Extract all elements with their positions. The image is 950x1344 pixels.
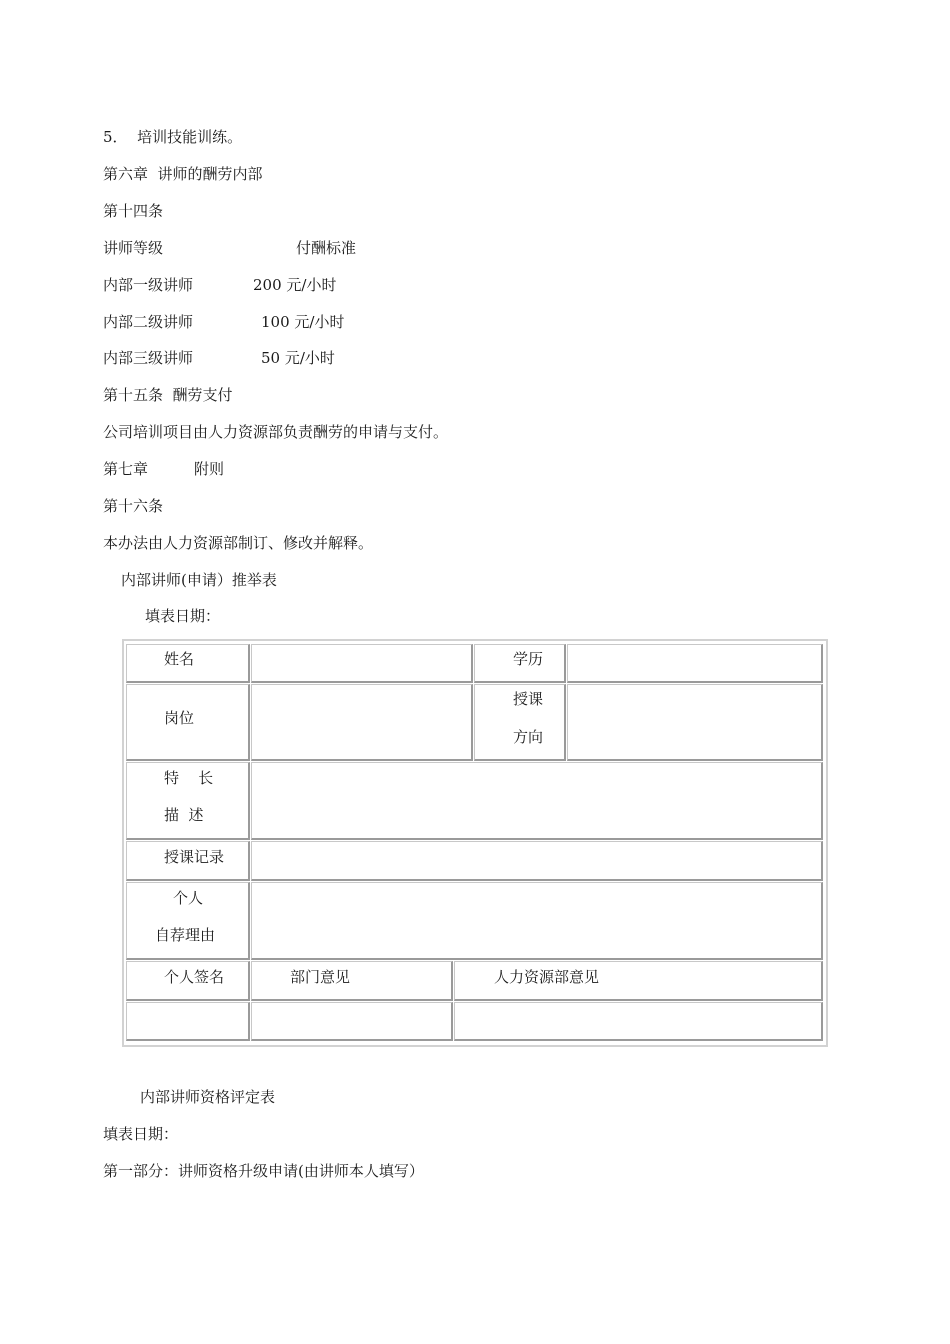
article-16-text: 本办法由人力资源部制订、修改并解释。 [103, 534, 374, 552]
signature-label: 个人签名 [164, 968, 225, 986]
education-label: 学历 [513, 650, 544, 668]
pay-row-level: 内部三级讲师 [103, 349, 194, 367]
pay-row-standard: 100 元/小时 [261, 313, 345, 331]
form-2-title: 内部讲师资格评定表 [140, 1088, 276, 1106]
self-reason-label-1: 个人 [173, 889, 204, 907]
specialty-field[interactable] [251, 762, 823, 840]
self-reason-field[interactable] [251, 882, 823, 960]
position-label: 岗位 [164, 709, 195, 727]
self-reason-label-2: 自荐理由 [155, 926, 216, 944]
specialty-label-cell [126, 762, 250, 840]
education-field[interactable] [567, 644, 823, 683]
position-label-cell [126, 684, 250, 761]
teaching-record-label: 授课记录 [164, 848, 225, 866]
pay-header-standard: 付酬标准 [296, 239, 357, 257]
teaching-direction-field[interactable] [567, 684, 823, 761]
pay-row-level: 内部二级讲师 [103, 313, 194, 331]
specialty-label-1: 特 长 [164, 769, 214, 787]
article-15: 第十五条 酬劳支付 [103, 386, 233, 404]
part-1-heading: 第一部分：讲师资格升级申请(由讲师本人填写） [103, 1162, 424, 1180]
hr-opinion-label: 人力资源部意见 [494, 968, 600, 986]
teaching-direction-label-1: 授课 [513, 690, 544, 708]
pay-row-level: 内部一级讲师 [103, 276, 194, 294]
position-field[interactable] [251, 684, 473, 761]
pay-row-standard: 200 元/小时 [253, 276, 337, 294]
name-field[interactable] [251, 644, 473, 683]
article-15-text: 公司培训项目由人力资源部负责酬劳的申请与支付。 [103, 423, 449, 441]
name-label: 姓名 [164, 650, 195, 668]
teaching-record-field[interactable] [251, 841, 823, 881]
hr-opinion-label-cell [454, 961, 823, 1001]
self-reason-label-cell [126, 882, 250, 960]
teaching-direction-label-2: 方向 [513, 728, 544, 746]
signature-field[interactable] [126, 1002, 250, 1041]
form-1-date-label: 填表日期： [145, 607, 221, 625]
chapter-6-heading: 第六章 讲师的酬劳内部 [103, 165, 263, 183]
dept-opinion-label-cell [251, 961, 453, 1001]
dept-opinion-field[interactable] [251, 1002, 453, 1041]
form-1-title: 内部讲师(申请）推举表 [121, 571, 277, 589]
specialty-label-2: 描 述 [164, 806, 204, 824]
item-5: 5． 培训技能训练。 [103, 128, 243, 146]
teaching-record-label-cell [126, 841, 250, 881]
pay-header-level: 讲师等级 [103, 239, 164, 257]
signature-label-cell [126, 961, 250, 1001]
teaching-direction-label-cell [474, 684, 566, 761]
form-2-date-label: 填表日期： [103, 1125, 179, 1143]
pay-row-standard: 50 元/小时 [261, 349, 335, 367]
chapter-7-title: 附则 [194, 460, 225, 478]
hr-opinion-field[interactable] [454, 1002, 823, 1041]
article-16: 第十六条 [103, 497, 164, 515]
name-label-cell [126, 644, 250, 683]
dept-opinion-label: 部门意见 [290, 968, 351, 986]
chapter-7-heading: 第七章 [103, 460, 149, 478]
article-14: 第十四条 [103, 202, 164, 220]
education-label-cell [474, 644, 566, 683]
